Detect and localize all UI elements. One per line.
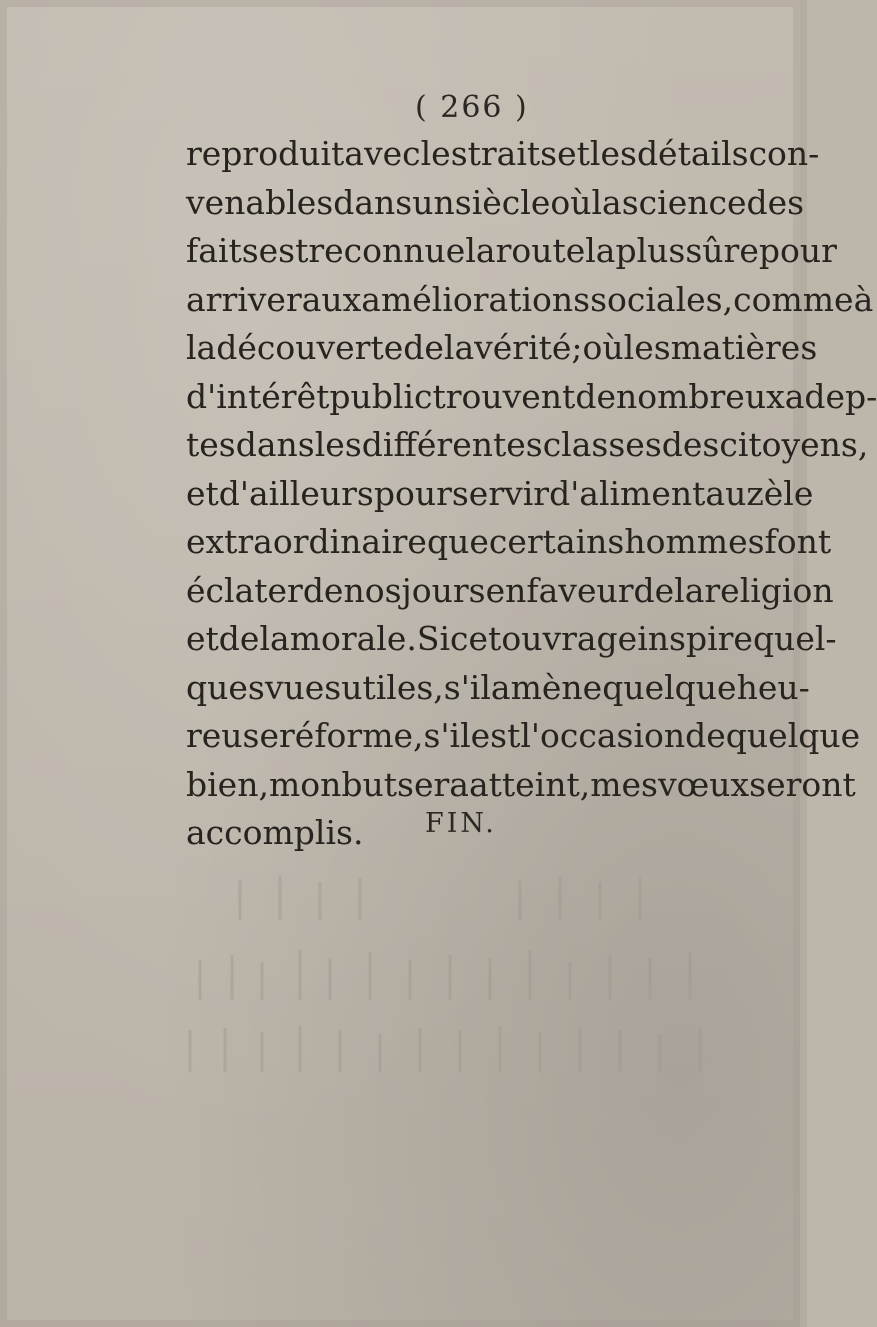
page-number: ( 266 ) — [415, 90, 529, 125]
text-line: tes dans les différentes classes des citoyens, — [186, 425, 869, 464]
end-mark: FIN. — [425, 808, 497, 839]
text-line: éclater de nos jours en faveur de la religion — [186, 570, 834, 610]
text-line: reproduit avec les traits et les détails con- — [186, 134, 820, 173]
text-line: ques vues utiles, s'il amène quelque heu- — [186, 667, 810, 707]
text-line: arriver aux améliorations sociales, comme à — [186, 279, 874, 319]
text-line: faits est reconnue la route la plus sûre pour — [186, 231, 837, 270]
text-line-last: accomplis. — [186, 813, 364, 852]
text-line: d'intérêt public trouvent de nombreux adep- — [186, 376, 877, 416]
body-text — [186, 130, 877, 858]
text-line: reuse réforme, s'il est l'occasion de quelque — [186, 716, 861, 755]
text-line: venables dans un siècle où la science des — [186, 182, 805, 222]
text-line: la découverte de la vérité; où les matières — [186, 328, 818, 367]
text-line: et d'ailleurs pour servir d'aliment au zèle — [186, 473, 814, 513]
text-line: bien, mon but sera atteint, mes vœux seront — [186, 764, 856, 804]
text-line: et de la morale. Si cet ouvrage inspire quel- — [186, 619, 837, 658]
text-line: extraordinaire que certains hommes font — [186, 522, 832, 561]
